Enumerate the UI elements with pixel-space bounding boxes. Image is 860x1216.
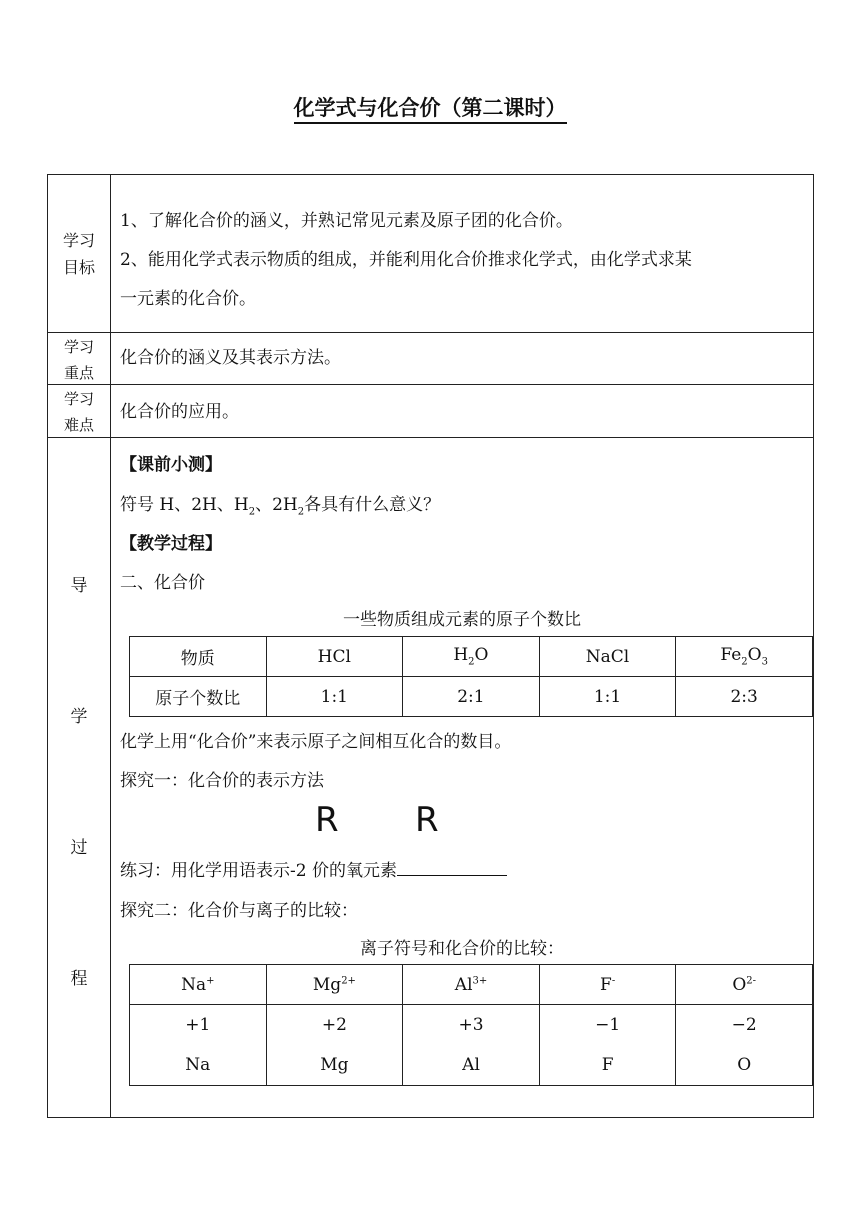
- explore-one: 探究一：化合价的表示方法: [120, 771, 324, 791]
- row-divider: [48, 437, 813, 438]
- explore-two: 探究二：化合价与离子的比较：: [120, 901, 358, 921]
- table1-caption: 一些物质组成元素的原子个数比: [343, 610, 581, 630]
- ion-valence-table: [129, 964, 813, 1086]
- table-row: [130, 965, 813, 1005]
- process-label-1: 导: [70, 576, 88, 596]
- table2-caption: 离子符号和化合价的比较：: [360, 939, 564, 959]
- table-cell: $Al^{3+}$: [403, 965, 540, 1005]
- table-cell: 原子个数比: [130, 677, 267, 717]
- table-cell: +1 Na: [130, 1005, 267, 1086]
- goal-2: 2、能用化学式表示物质的组成，并能利用化合价推求化学式，由化学式求某: [120, 250, 692, 270]
- table-row: [130, 677, 813, 717]
- atom-ratio-table: [129, 636, 813, 717]
- difficulty-label: 学习 难点: [63, 390, 94, 434]
- goals-label: 学习 目标: [62, 231, 95, 277]
- pretest-heading: 【课前小测】: [120, 455, 222, 475]
- table-cell: NaCl: [539, 637, 676, 677]
- table-cell: $H_2O$: [403, 637, 540, 677]
- section-heading: 二、化合价: [120, 573, 205, 593]
- table-row: [130, 1005, 813, 1086]
- valence-definition: 化学上用“化合价”来表示原子之间相互化合的数目。: [120, 732, 512, 752]
- table-cell: −2 O: [676, 1005, 813, 1086]
- difficulty-text: 化合价的应用。: [120, 402, 239, 422]
- lesson-table: [47, 174, 814, 1118]
- focus-label: 学习 重点: [63, 338, 94, 382]
- table-cell: F-: [539, 965, 676, 1005]
- row-divider: [48, 384, 813, 385]
- table-cell: 2:1: [403, 677, 540, 717]
- focus-text: 化合价的涵义及其表示方法。: [120, 348, 341, 368]
- table-cell: $Fe_2O_3$: [676, 637, 813, 677]
- exercise-prompt: 练习：用化学用语表示-2 价的氧元素: [120, 856, 507, 881]
- process-label-4: 程: [70, 969, 88, 989]
- row-divider: [48, 332, 813, 333]
- table-cell: HCl: [266, 637, 403, 677]
- table-cell: $Mg^{2+}$: [266, 965, 403, 1005]
- valence-symbol-r: R: [315, 800, 339, 840]
- table-cell: 物质: [130, 637, 267, 677]
- teaching-heading: 【教学过程】: [120, 534, 222, 554]
- goal-1: 1、了解化合价的涵义，并熟记常见元素及原子团的化合价。: [120, 211, 573, 231]
- column-divider: [110, 175, 111, 1117]
- table-cell: −1 F: [539, 1005, 676, 1086]
- valence-symbol-r: R: [415, 800, 439, 840]
- process-label-2: 学: [70, 707, 88, 727]
- goal-3: 一元素的化合价。: [120, 289, 256, 309]
- table-cell: +2 Mg: [266, 1005, 403, 1086]
- table-cell: 2:3: [676, 677, 813, 717]
- table-cell: $O^{2-}$: [676, 965, 813, 1005]
- table-cell: +3 Al: [403, 1005, 540, 1086]
- page-title: 化学式与化合价（第二课时）: [0, 92, 860, 122]
- table-row: [130, 637, 813, 677]
- process-label-3: 过: [70, 838, 88, 858]
- answer-blank[interactable]: [397, 859, 507, 876]
- table-cell: 1:1: [539, 677, 676, 717]
- table-cell: 1:1: [266, 677, 403, 717]
- pretest-question: 符号 H、2H、$H_2$、$2H_2$各具有什么意义？: [120, 495, 441, 518]
- table-cell: Na+: [130, 965, 267, 1005]
